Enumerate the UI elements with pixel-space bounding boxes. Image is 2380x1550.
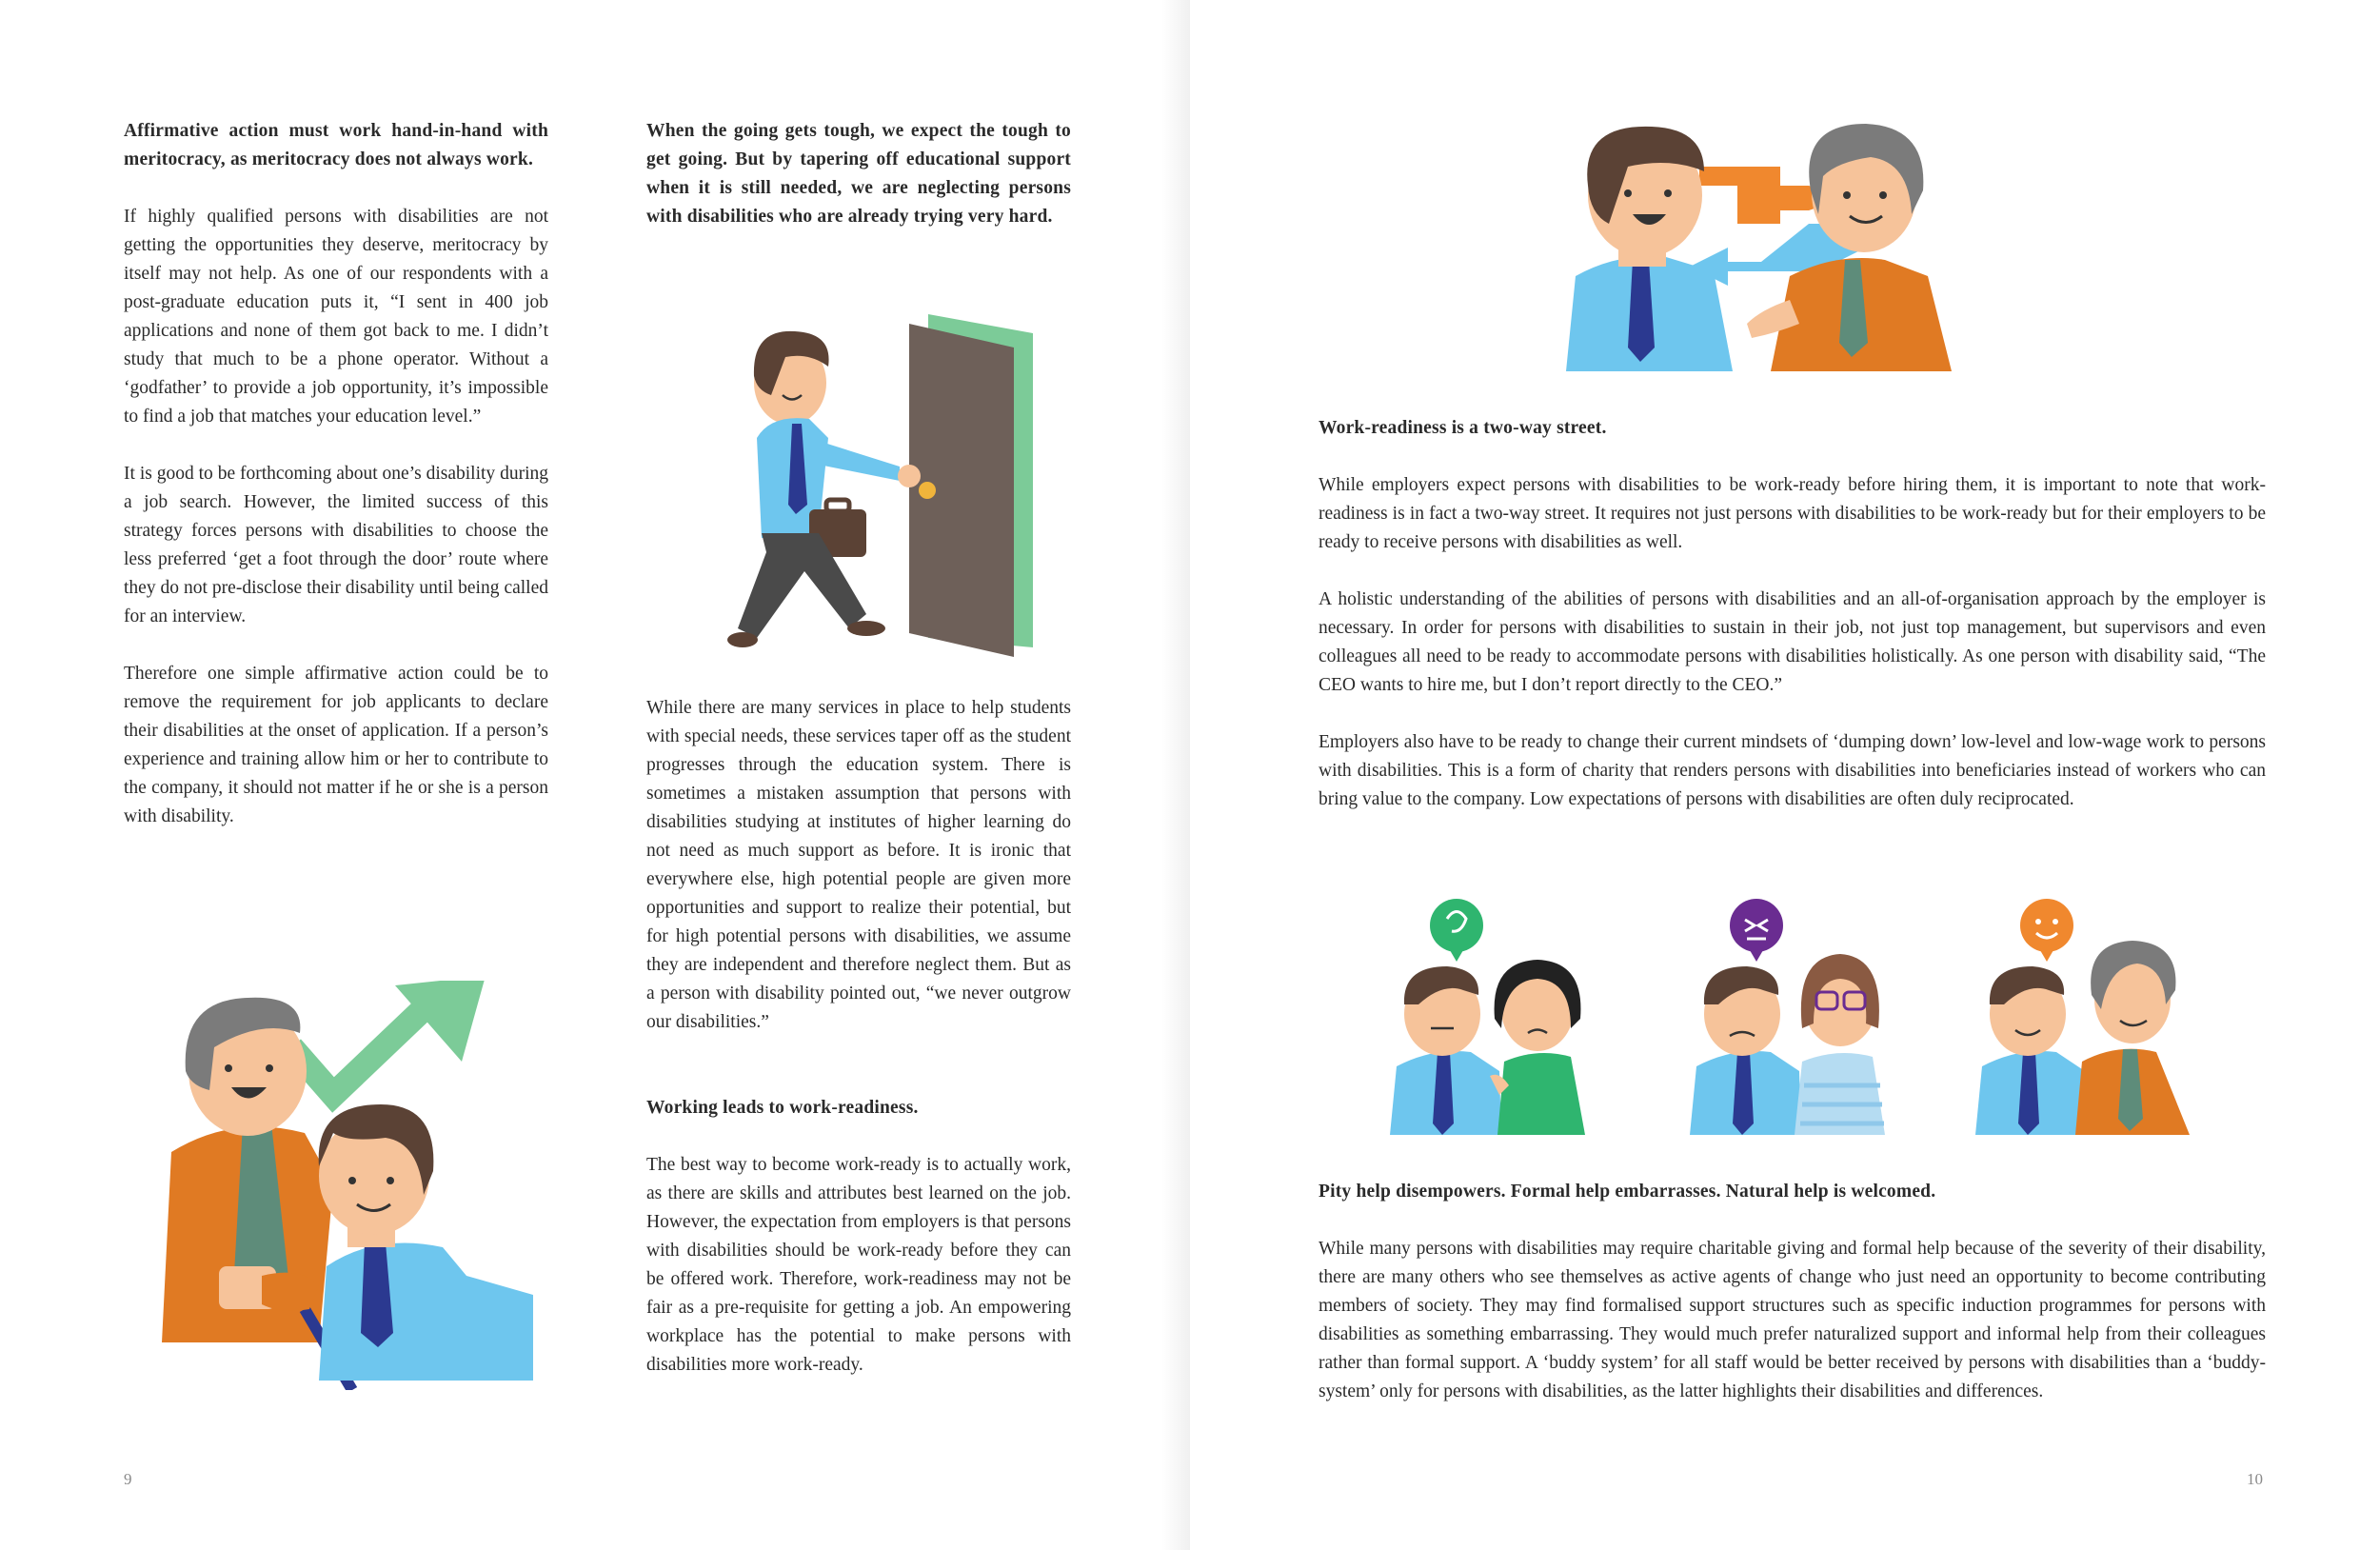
- door-walk-illustration: [676, 305, 1038, 666]
- growth-arrow-illustration: [157, 981, 538, 1390]
- right-column-top: [1319, 414, 2266, 814]
- left-column-1: [124, 117, 548, 831]
- paragraph: While many persons with disabilities may require charitable giving and formal help because of the severity of their disability, there are many others who see themselves as active agents of change who just need an opportunity to become contributing members of society. They may find formalised support structures such as specific induction programmes for persons with disabilities as something embarrassing. They would much prefer naturalized support and informal help from their colleagues rather than formal support. A ‘buddy system’ for all staff would be better received by persons with disabilities than a ‘buddy-system’ only for persons with disabilities, as the latter highlights their disabilities and differences.: [1319, 1239, 2266, 1401]
- gutter-shadow-left: [1161, 0, 1190, 1550]
- right-page: [1190, 0, 2380, 1550]
- paragraph: If highly qualified persons with disabilities are not getting the opportunities they deserve, meritocracy by itself may not help. As one of our respondents with a post-graduate education puts it, “I sent in 400 job applications and none of them got back to me. I didn’t study that much to be a phone operator. Without a ‘godfather’ to provide a job opportunity, it’s impossible to find a job that matches your education level.”: [124, 207, 548, 427]
- paragraph: Therefore one simple affirmative action could be to remove the requirement for job applicants to declare their disabilities at the onset of application. If a person’s experience and training allow him or her to contribute to the company, it should not matter if he or she is a person with disability.: [124, 664, 548, 826]
- paragraph: While there are many services in place to help students with special needs, these services taper off as the student progresses through the education system. There is sometimes a mistaken assumption that persons with disabilities studying at institutes of higher learning do not need as much support as before. It is ironic that everywhere else, high potential people are given more opportunities and support to realize their potential, but for high potential persons with disabilities, we assume they are independent and therefore neglect them. But as a person with disability pointed out, “we never outgrow our disabilities.”: [646, 698, 1071, 1032]
- page-number-left: 9: [124, 1470, 132, 1488]
- paragraph: The best way to become work-ready is to actually work, as there are skills and attributes best learned on the job. However, the expectation from employers is that persons with disabilities should be work-ready before they can be offered work. Therefore, work-readiness may not be fair as a pre-requisite for getting a job. An empowering workplace has the potential to make persons with disabilities more work-ready.: [646, 1155, 1071, 1375]
- heading-going-gets-tough: When the going gets tough, we expect the tough to get going. But by tapering off educational support when it is still needed, we are neglecting persons with disabilities who are already trying very hard.: [646, 121, 1071, 227]
- heading-pity-help: Pity help disempowers. Formal help embarrasses. Natural help is welcomed.: [1319, 1182, 1936, 1202]
- heading-working-leads: Working leads to work-readiness.: [646, 1098, 919, 1118]
- paragraph: A holistic understanding of the abilities of persons with disabilities and an all-of-organisation approach by the employer is necessary. In order for persons with disabilities to sustain in their job, not just top management, but supervisors and even colleagues all need to be ready to accommodate persons with disabilities holistically. As one person with disability said, “The CEO wants to hire me, but I don’t report directly to the CEO.”: [1319, 589, 2266, 695]
- left-column-2-top: [646, 117, 1071, 231]
- paragraph: Employers also have to be ready to change their current mindsets of ‘dumping down’ low-level and low-wage work to persons with disabilities. This is a form of charity that renders persons with disabilities into beneficiaries instead of workers who can bring value to the company. Low expectations of persons with disabilities are often duly reciprocated.: [1319, 732, 2266, 809]
- heading-affirmative-action: Affirmative action must work hand-in-hand with meritocracy, as meritocracy does not always work.: [124, 121, 548, 169]
- paragraph: While employers expect persons with disabilities to be work-ready before hiring them, it is important to note that work-readiness is in fact a two-way street. It requires not just persons with disabilities to be work-ready but for their employers to be ready to receive persons with disabilities as well.: [1319, 475, 2266, 552]
- right-column-bottom: [1319, 1178, 2266, 1406]
- page-number-right: 10: [2247, 1470, 2263, 1488]
- left-column-2-bottom: [646, 694, 1071, 1380]
- heading-two-way-street: Work-readiness is a two-way street.: [1319, 418, 1607, 438]
- paragraph: It is good to be forthcoming about one’s disability during a job search. However, the limited success of this strategy forces persons with disabilities to choose the less preferred ‘get a foot through the door’ route where they do not pre-disclose their disability until being called for an interview.: [124, 464, 548, 626]
- exchange-arrows-illustration: [1561, 119, 1999, 376]
- help-types-illustration: [1385, 885, 2204, 1138]
